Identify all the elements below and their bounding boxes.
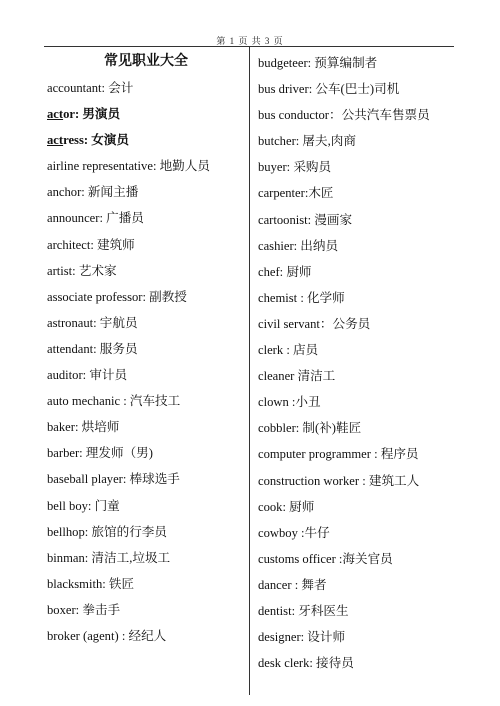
list-item: auto mechanic : 汽车技工 (47, 394, 181, 409)
list-item: bus driver: 公车(巴士)司机 (258, 82, 400, 97)
list-item: bell boy: 门童 (47, 498, 120, 513)
list-item: cook: 厨师 (258, 499, 315, 514)
list-item: designer: 设计师 (258, 630, 346, 645)
list-item: artist: 艺术家 (47, 263, 117, 278)
list-item: binman: 清洁工,垃圾工 (47, 550, 171, 565)
list-item: cleaner 清洁工 (258, 369, 336, 384)
list-item: barber: 理发师（男) (47, 446, 153, 461)
list-item: actress: 女演员 (47, 133, 129, 148)
list-item: blacksmith: 铁匠 (47, 576, 135, 591)
list-item: clown :小丑 (258, 395, 321, 410)
list-item: cartoonist: 漫画家 (258, 212, 353, 227)
page-header: 第 1 页 共 3 页 (216, 36, 284, 46)
list-item: civil servant：公务员 (258, 316, 371, 331)
list-item: computer programmer : 程序员 (258, 447, 419, 462)
list-item: dancer : 舞者 (258, 577, 327, 592)
right-column (258, 50, 458, 676)
list-item: clerk : 店员 (258, 343, 319, 358)
left-column (47, 50, 245, 649)
list-item: actor: 男演员 (47, 107, 121, 122)
list-item: baseball player: 棒球选手 (47, 472, 180, 487)
list-item: announcer: 广播员 (47, 211, 144, 226)
list-item: cashier: 出纳员 (258, 238, 339, 253)
list-item: cowboy :牛仔 (258, 525, 330, 540)
list-item: associate professor: 副教授 (47, 289, 187, 304)
list-item: buyer: 采购员 (258, 160, 332, 175)
list-item: carpenter:木匠 (258, 186, 334, 201)
list-item: budgeteer: 预算编制者 (258, 56, 378, 70)
list-item: butcher: 屠夫,肉商 (258, 134, 356, 149)
list-item: boxer: 拳击手 (47, 602, 121, 617)
list-item: airline representative: 地勤人员 (47, 159, 210, 174)
list-item: astronaut: 宇航员 (47, 315, 138, 330)
list-item: bus conductor：公共汽车售票员 (258, 108, 430, 123)
list-item: baker: 烘培师 (47, 420, 120, 435)
list-item: construction worker : 建筑工人 (258, 473, 420, 488)
column-divider (249, 47, 250, 695)
list-item: anchor: 新闻主播 (47, 185, 139, 200)
list-item: cobbler: 制(补)鞋匠 (258, 421, 362, 436)
list-item: architect: 建筑师 (47, 237, 135, 252)
list-item: auditor: 审计员 (47, 368, 128, 383)
list-item: desk clerk: 接待员 (258, 656, 354, 671)
page-title: 常见职业大全 (104, 54, 188, 69)
list-item: chemist : 化学师 (258, 290, 345, 305)
list-item: attendant: 服务员 (47, 341, 138, 356)
list-item: customs officer :海关官员 (258, 551, 393, 566)
list-item: accountant: 会计 (47, 81, 134, 95)
list-item: dentist: 牙科医生 (258, 603, 349, 618)
list-item: chef: 厨师 (258, 264, 312, 279)
list-item: bellhop: 旅馆的行李员 (47, 524, 167, 539)
list-item: broker (agent) : 经纪人 (47, 628, 167, 643)
